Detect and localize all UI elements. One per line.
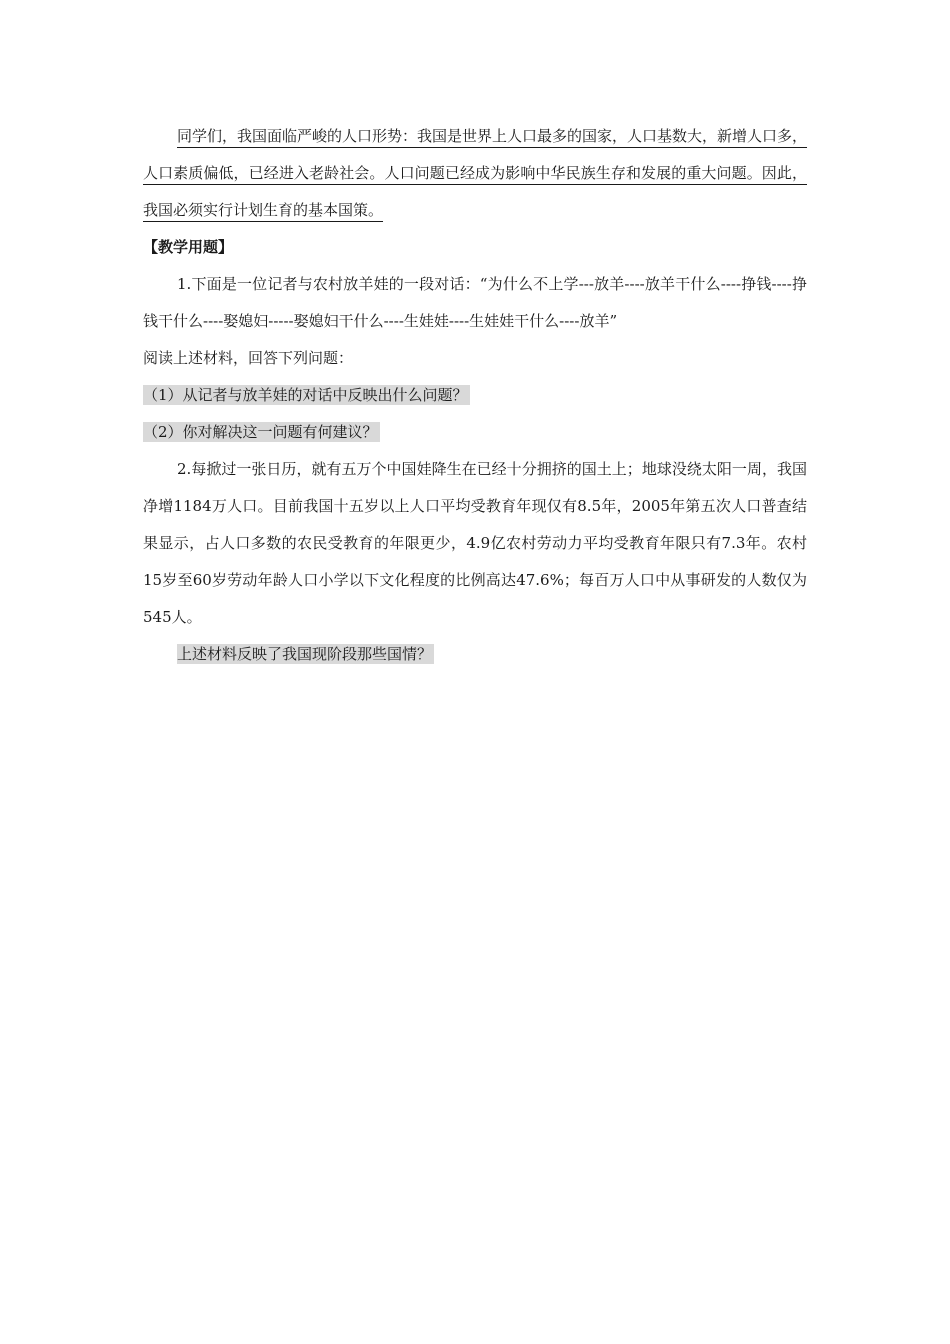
q1-sub-question-2 (143, 414, 807, 451)
q2-material: 2.每掀过一张日历，就有五万个中国娃降生在已经十分拥挤的国土上；地球没绕太阳一周，我国净增1184万人口。目前我国十五岁以上人口平均受教育年现仅有8.5年，2005年第五次人口普查结果显示，占人口多数的农民受教育的年限更少，4.9亿农村劳动力平均受教育年限只有7.3年。农村15岁至60岁劳动年龄人口小学以下文化程度的比例高达47.6%；每百万人口中从事研发的人数仅为545人。 (143, 460, 807, 626)
q1-material: 1.下面是一位记者与农村放羊娃的一段对话：“为什么不上学---放羊----放羊干什么----挣钱----挣钱干什么----娶媳妇-----娶媳妇干什么----生娃娃----生娃娃干什么----放羊” (143, 275, 807, 330)
q2-question (143, 636, 807, 673)
intro-text: 同学们，我国面临严峻的人口形势：我国是世界上人口最多的国家，人口基数大，新增人口多，人口素质偏低，已经进入老龄社会。人口问题已经成为影响中华民族生存和发展的重大问题。因此，我国必须实行计划生育的基本国策。 (143, 127, 808, 219)
intro-paragraph (143, 118, 807, 229)
q1-sub-question-1 (143, 377, 807, 414)
q1-sub-question-2-text: （2）你对解决这一问题有何建议？ (143, 423, 378, 441)
document-page (143, 118, 807, 673)
section-heading: 【教学用题】 (143, 238, 234, 256)
q1-sub-question-1-text: （1）从记者与放羊娃的对话中反映出什么问题？ (143, 386, 468, 404)
q1-prompt: 阅读上述材料，回答下列问题： (143, 349, 354, 367)
q2-question-text: 上述材料反映了我国现阶段那些国情？ (177, 645, 433, 663)
